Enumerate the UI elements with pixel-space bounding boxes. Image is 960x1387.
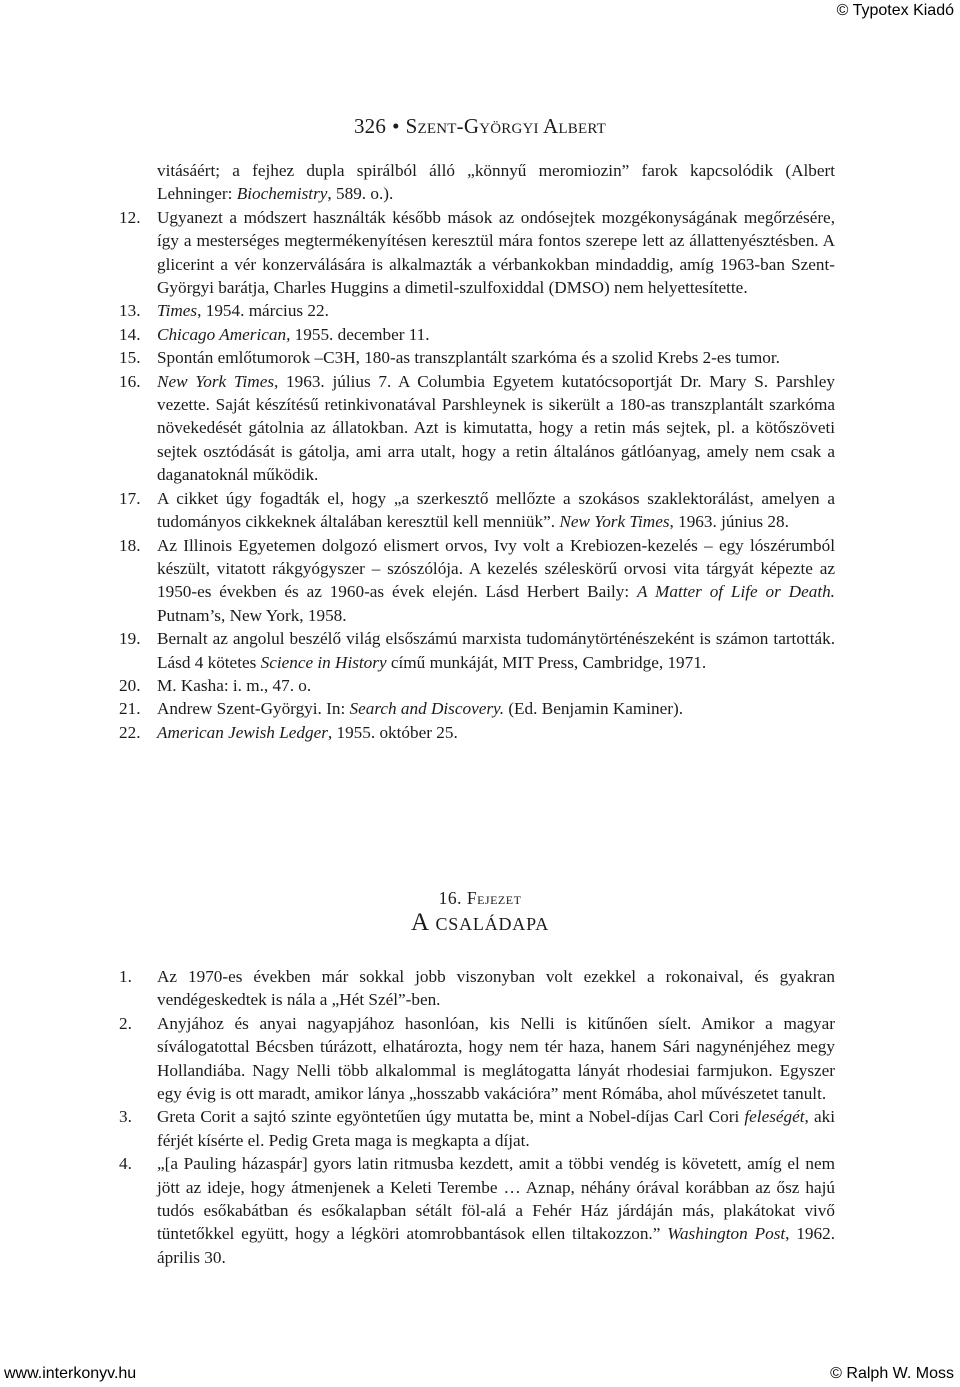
note-item bbox=[119, 1105, 835, 1152]
note-text: „[a Pauling házaspár] gyors latin ritmusba kezdett, amit a többi vendég is követett, amíg el nem jött az ideje, hogy átmenjenek a Keleti Terembe … Aznap, néhány órával korábban az ősz hajú tudós esőkabátban és esőkalapban sétált föl-alá a Fehér Ház járdáján más, plakátokat vivő tüntetőkkel együtt, hogy a légköri atomrobbantások ellen tiltakozzon.” Washington Post, 1962. április 30. bbox=[157, 1154, 835, 1267]
note-item bbox=[119, 370, 835, 487]
note-item bbox=[119, 1012, 835, 1106]
note-number: 3. bbox=[119, 1107, 132, 1127]
note-item bbox=[119, 697, 835, 720]
notes-bottom-list bbox=[119, 965, 835, 1269]
note-text: A cikket úgy fogadták el, hogy „a szerkesztő mellőzte a szokásos szaklektorálást, amelyen a tudományos cikkeknek általában keresztül kell menniük”. New York Times, 1963. június 28. bbox=[157, 488, 835, 532]
note-number: 4. bbox=[119, 1154, 132, 1174]
note-item bbox=[119, 1152, 835, 1269]
note-item bbox=[119, 299, 835, 322]
notes-bottom bbox=[119, 965, 835, 1269]
notes-top-list bbox=[119, 206, 835, 744]
note-item bbox=[119, 674, 835, 697]
note-item bbox=[119, 346, 835, 369]
note-number: 12. bbox=[119, 207, 141, 227]
note-number: 19. bbox=[119, 629, 141, 649]
note-text: Spontán emlőtumorok –C3H, 180-as transzplantált szarkóma és a szolid Krebs 2-es tumor. bbox=[157, 348, 780, 368]
publisher-watermark: © Typotex Kiadó bbox=[836, 2, 954, 19]
note-number: 21. bbox=[119, 699, 141, 719]
chapter-label: 16. Fejezet bbox=[438, 888, 522, 908]
running-head bbox=[0, 114, 960, 139]
note-item bbox=[119, 721, 835, 744]
note-text: New York Times, 1963. július 7. A Columbia Egyetem kutatócsoportját Dr. Mary S. Parshley vezette. Saját készítésű retinkivonatával Parshleynek is sikerült a 180-as transzplantált szarkóma növekedését gátolnia az állatokban. Azt is kimutatta, hogy a retin más sejtek, pl. a kötőszöveti sejtek osztódását is gátolja, ami arra utalt, hogy a retin általános gátlóanyag, amely nem csak a daganatoknál működik. bbox=[157, 371, 836, 485]
note-number: 20. bbox=[119, 675, 141, 695]
note-text: Anyjához és anyai nagyapjához hasonlóan, kis Nelli is kitűnően síelt. Amikor a magyar síválogatottal Bécsben túrázott, elhatározta, hogy nem tér haza, hanem Sári nagynénjéhez megy Hollandiába. Nagy Nelli több alkalommal is meglátogatta lányát rhodesiai farmjukon. Egyszer egy évig is ott maradt, amikor lánya „hosszabb vakációra” ment Rómába, ahol művészetet tanult. bbox=[157, 1013, 835, 1104]
page-number: 326 bbox=[353, 114, 387, 138]
notes-top bbox=[119, 159, 835, 744]
note-text: Az 1970-es években már sokkal jobb viszonyban volt ezekkel a rokonaival, és gyakran vendégeskedtek is nála a „Hét Szél”-ben. bbox=[157, 967, 835, 1010]
note-number: 15. bbox=[119, 348, 141, 368]
note-number: 18. bbox=[119, 535, 141, 555]
note-text: vitásáért; a fejhez dupla spirálból álló „könnyű meromiozin” farok kapcsolódik (Albert Lehninger: Biochemistry, 589. o.). bbox=[157, 161, 835, 204]
note-item bbox=[119, 965, 835, 1012]
note-text: Chicago American, 1955. december 11. bbox=[157, 324, 430, 344]
note-text: Ugyanezt a módszert használták később mások az ondósejtek mozgékonyságának megőrzésére, így a mesterséges megtermékenyítésen keresztül mára fontos szerepe lett az állattenyésztésben. A glicerint a vér konzerválására is alkalmazták a vérbankokban mindaddig, amíg 1963-ban Szent-Györgyi barátja, Charles Huggins a dimetil-szulfoxiddal (DMSO) nem helyettesítette. bbox=[157, 207, 835, 298]
note-number: 14. bbox=[119, 324, 141, 344]
note-text: Bernalt az angolul beszélő világ elsőszámú marxista tudománytörténészeként is számon tartották. Lásd 4 kötetes Science in History című munkáját, MIT Press, Cambridge, 1971. bbox=[157, 629, 835, 672]
note-item bbox=[119, 487, 835, 534]
note-number: 17. bbox=[119, 488, 141, 508]
note-number: 13. bbox=[119, 301, 141, 321]
header-separator: • bbox=[392, 114, 400, 138]
note-number: 16. bbox=[119, 371, 141, 391]
note-item bbox=[119, 323, 835, 346]
note-continuation bbox=[119, 159, 835, 206]
note-text: American Jewish Ledger, 1955. október 25. bbox=[157, 722, 458, 742]
note-text: M. Kasha: i. m., 47. o. bbox=[157, 675, 312, 695]
chapter-title: A családapa bbox=[410, 909, 550, 936]
note-item bbox=[119, 627, 835, 674]
chapter-heading bbox=[0, 888, 960, 937]
note-item bbox=[119, 534, 835, 628]
note-text: Andrew Szent-Györgyi. In: Search and Discovery. (Ed. Benjamin Kaminer). bbox=[157, 699, 684, 719]
note-text: Times, 1954. március 22. bbox=[157, 301, 329, 321]
header-author: Szent-Györgyi Albert bbox=[405, 114, 606, 138]
note-text: Az Illinois Egyetemen dolgozó elismert orvos, Ivy volt a Krebiozen-kezelés – egy lószérumból készült, vitatott rákgyógyszer – szószólója. A kezelés széleskörű orvosi vita tárgyát képezte az 1950-es években és az 1960-as évek elején. Lásd Herbert Baily: A Matter of Life or Death. Putnam’s, New York, 1958. bbox=[157, 535, 835, 625]
note-number: 1. bbox=[119, 967, 132, 986]
note-number: 22. bbox=[119, 722, 141, 742]
note-number: 2. bbox=[119, 1013, 132, 1033]
note-text: Greta Corit a sajtó szinte egyöntetűen úgy mutatta be, mint a Nobel-díjas Carl Cori feleségét, aki férjét kísérte el. Pedig Greta maga is megkapta a díjat. bbox=[157, 1107, 835, 1150]
footer-copyright: © Ralph W. Moss bbox=[830, 1365, 954, 1382]
note-item bbox=[119, 206, 835, 300]
footer-website: www.interkonyv.hu bbox=[4, 1365, 137, 1382]
